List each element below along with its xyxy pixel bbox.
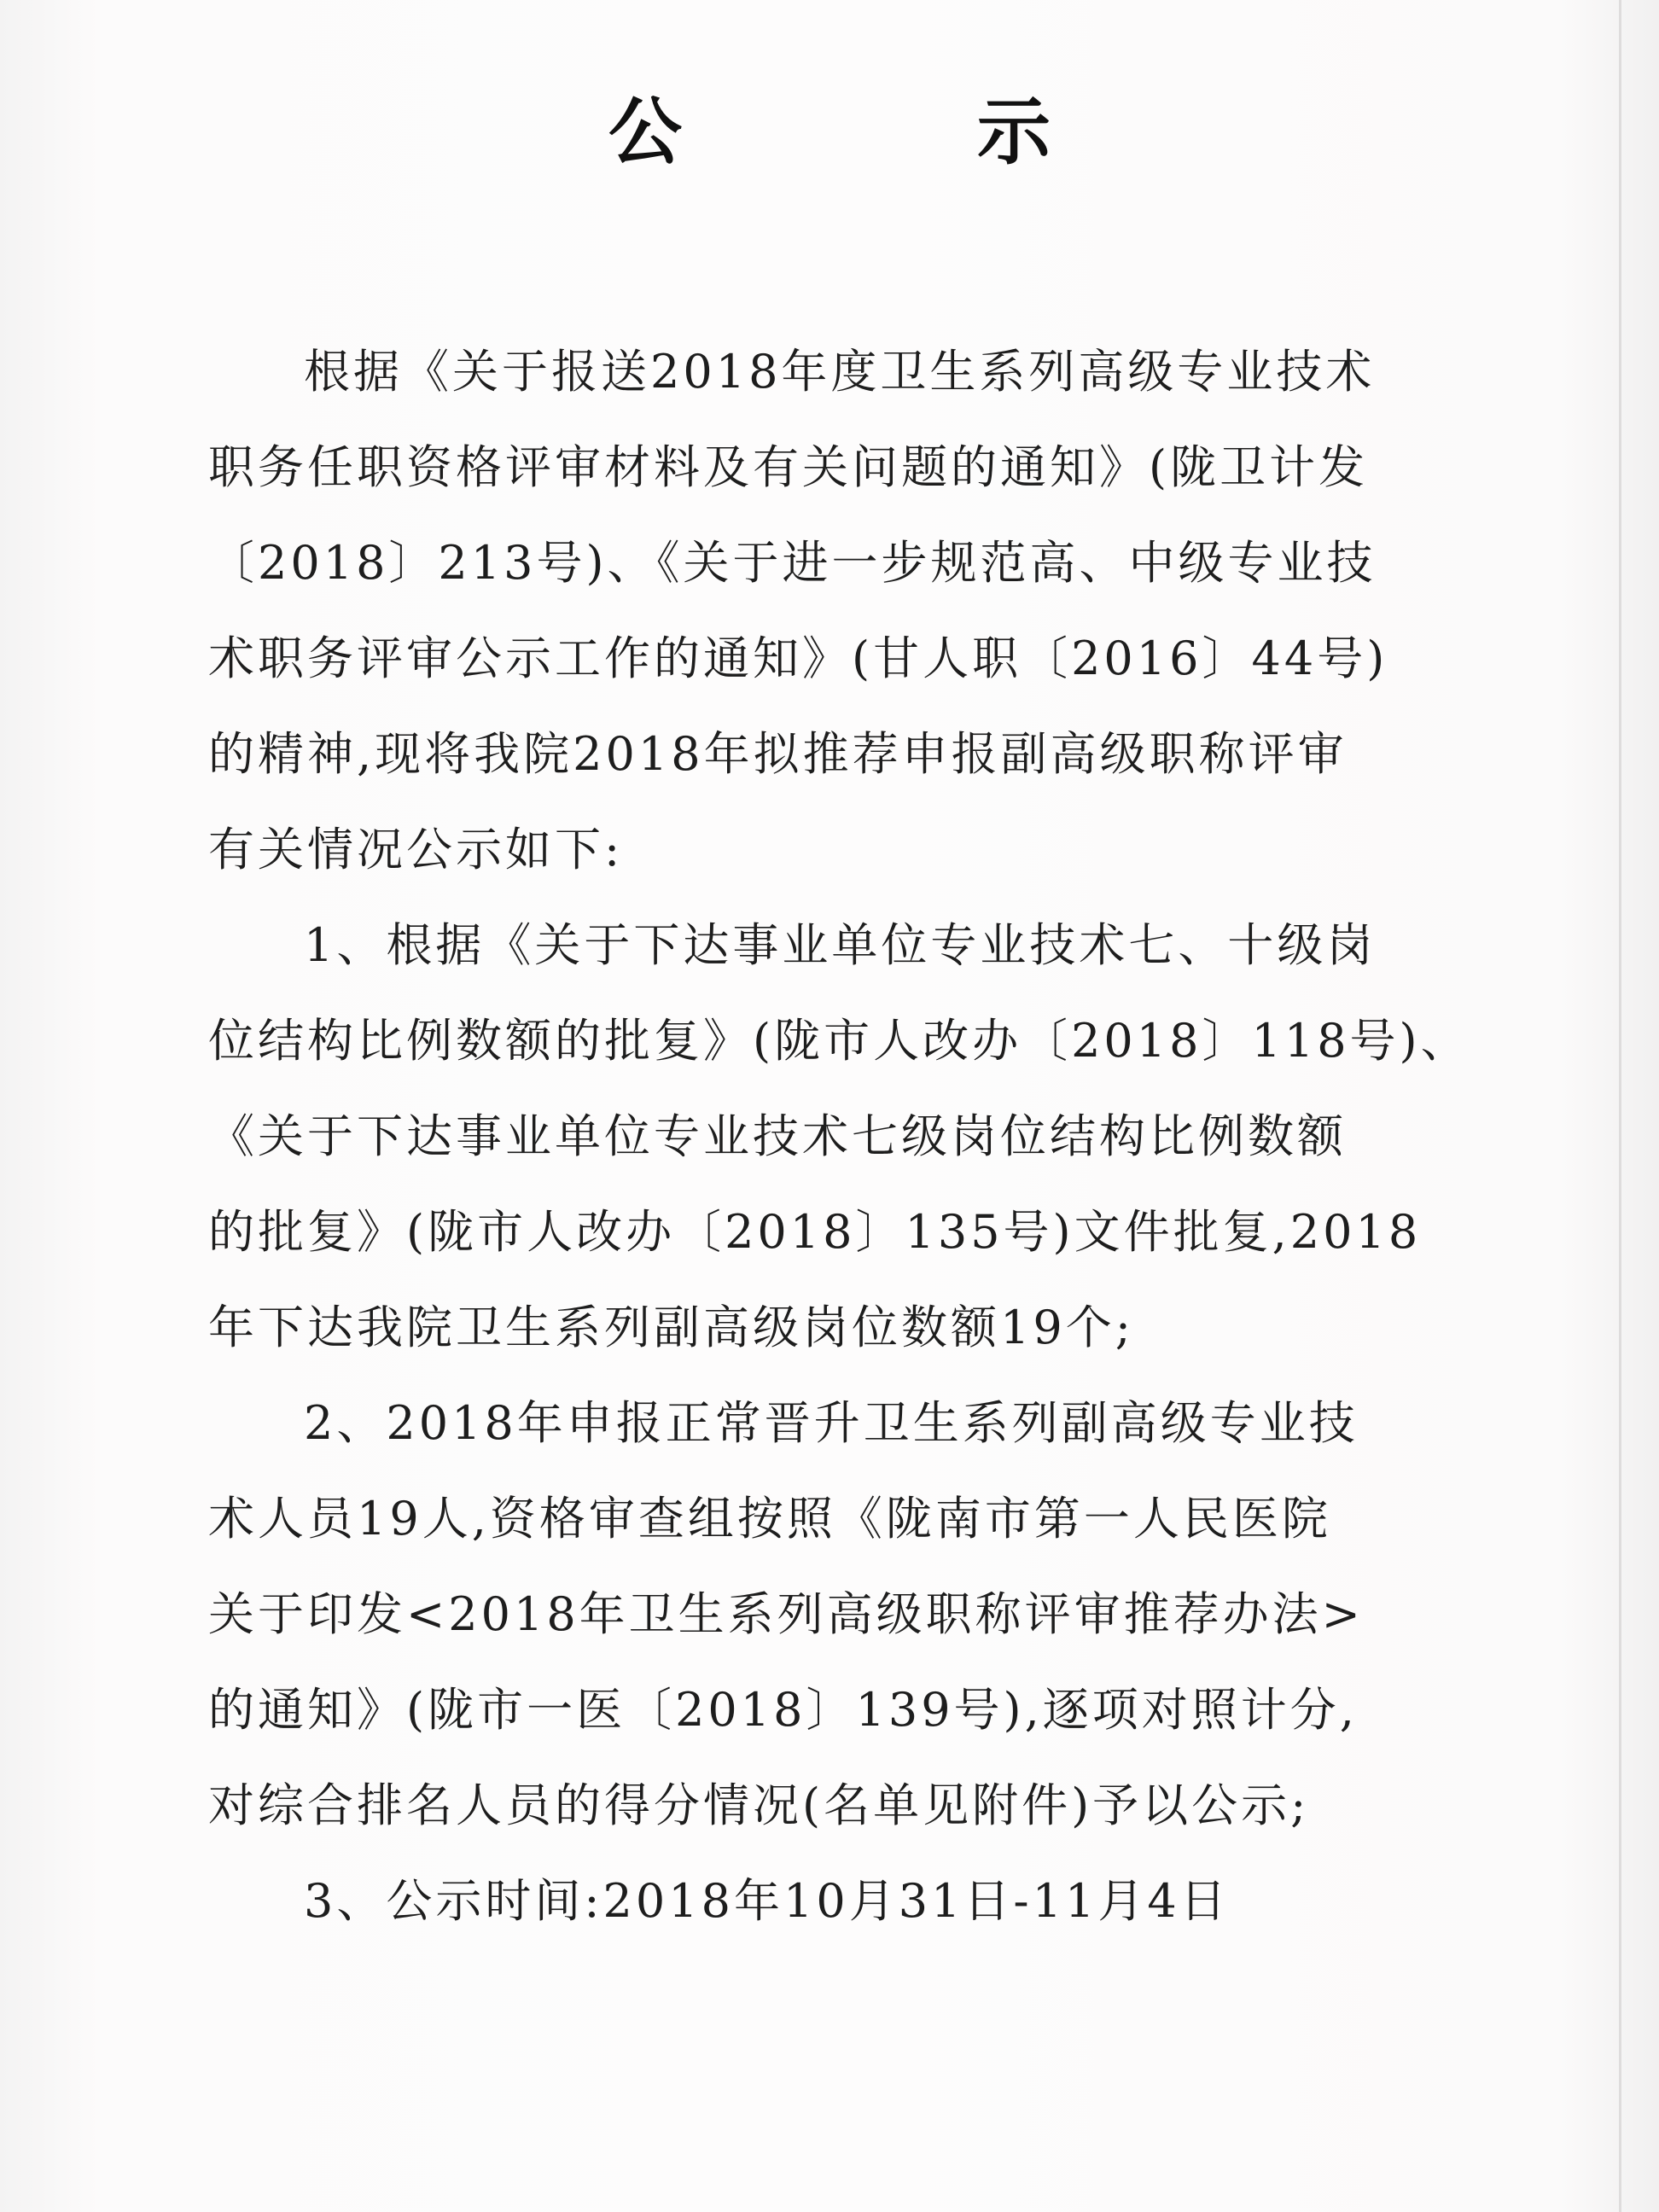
paragraph-line: 1、根据《关于下达事业单位专业技术七、十级岗 xyxy=(304,918,1377,972)
paragraph-line: 《关于下达事业单位专业技术七级岗位结构比例数额 xyxy=(208,1109,1347,1163)
document-body xyxy=(208,324,1470,1949)
paragraph-line: 术职务评审公示工作的通知》(甘人职〔2016〕44号) xyxy=(208,632,1388,685)
paragraph-line: 术人员19人,资格审查组按照《陇南市第一人民医院 xyxy=(208,1492,1331,1545)
paragraph-line: 的精神,现将我院2018年拟推荐申报副高级职称评审 xyxy=(208,727,1348,781)
page-fold-line xyxy=(1619,0,1621,2212)
paragraph-line: 2、2018年申报正常晋升卫生系列副高级专业技 xyxy=(304,1396,1359,1450)
paragraph-line: 有关情况公示如下: xyxy=(208,823,624,876)
paragraph-line: 3、公示时间:2018年10月31日-11月4日 xyxy=(304,1874,1230,1928)
paragraph-line: 对综合排名人员的得分情况(名单见附件)予以公示; xyxy=(208,1778,1310,1832)
paragraph-line: 的通知》(陇市一医〔2018〕139号),逐项对照计分, xyxy=(208,1683,1358,1737)
paragraph-line: 位结构比例数额的批复》(陇市人改办〔2018〕118号)、 xyxy=(208,1014,1470,1068)
paragraph-line: 的批复》(陇市人改办〔2018〕135号)文件批复,2018 xyxy=(208,1205,1422,1259)
paragraph-line: 根据《关于报送2018年度卫生系列高级专业技术 xyxy=(304,345,1376,399)
document-title: 公 示 xyxy=(608,90,1161,175)
paragraph-line: 年下达我院卫生系列副高级岗位数额19个; xyxy=(208,1301,1134,1354)
paragraph-line: 〔2018〕213号)、《关于进一步规范高、中级专业技 xyxy=(208,536,1377,590)
paragraph-line: 职务任职资格评审材料及有关问题的通知》(陇卫计发 xyxy=(208,440,1369,494)
paragraph-line: 关于印发<2018年卫生系列高级职称评审推荐办法> xyxy=(208,1587,1364,1641)
